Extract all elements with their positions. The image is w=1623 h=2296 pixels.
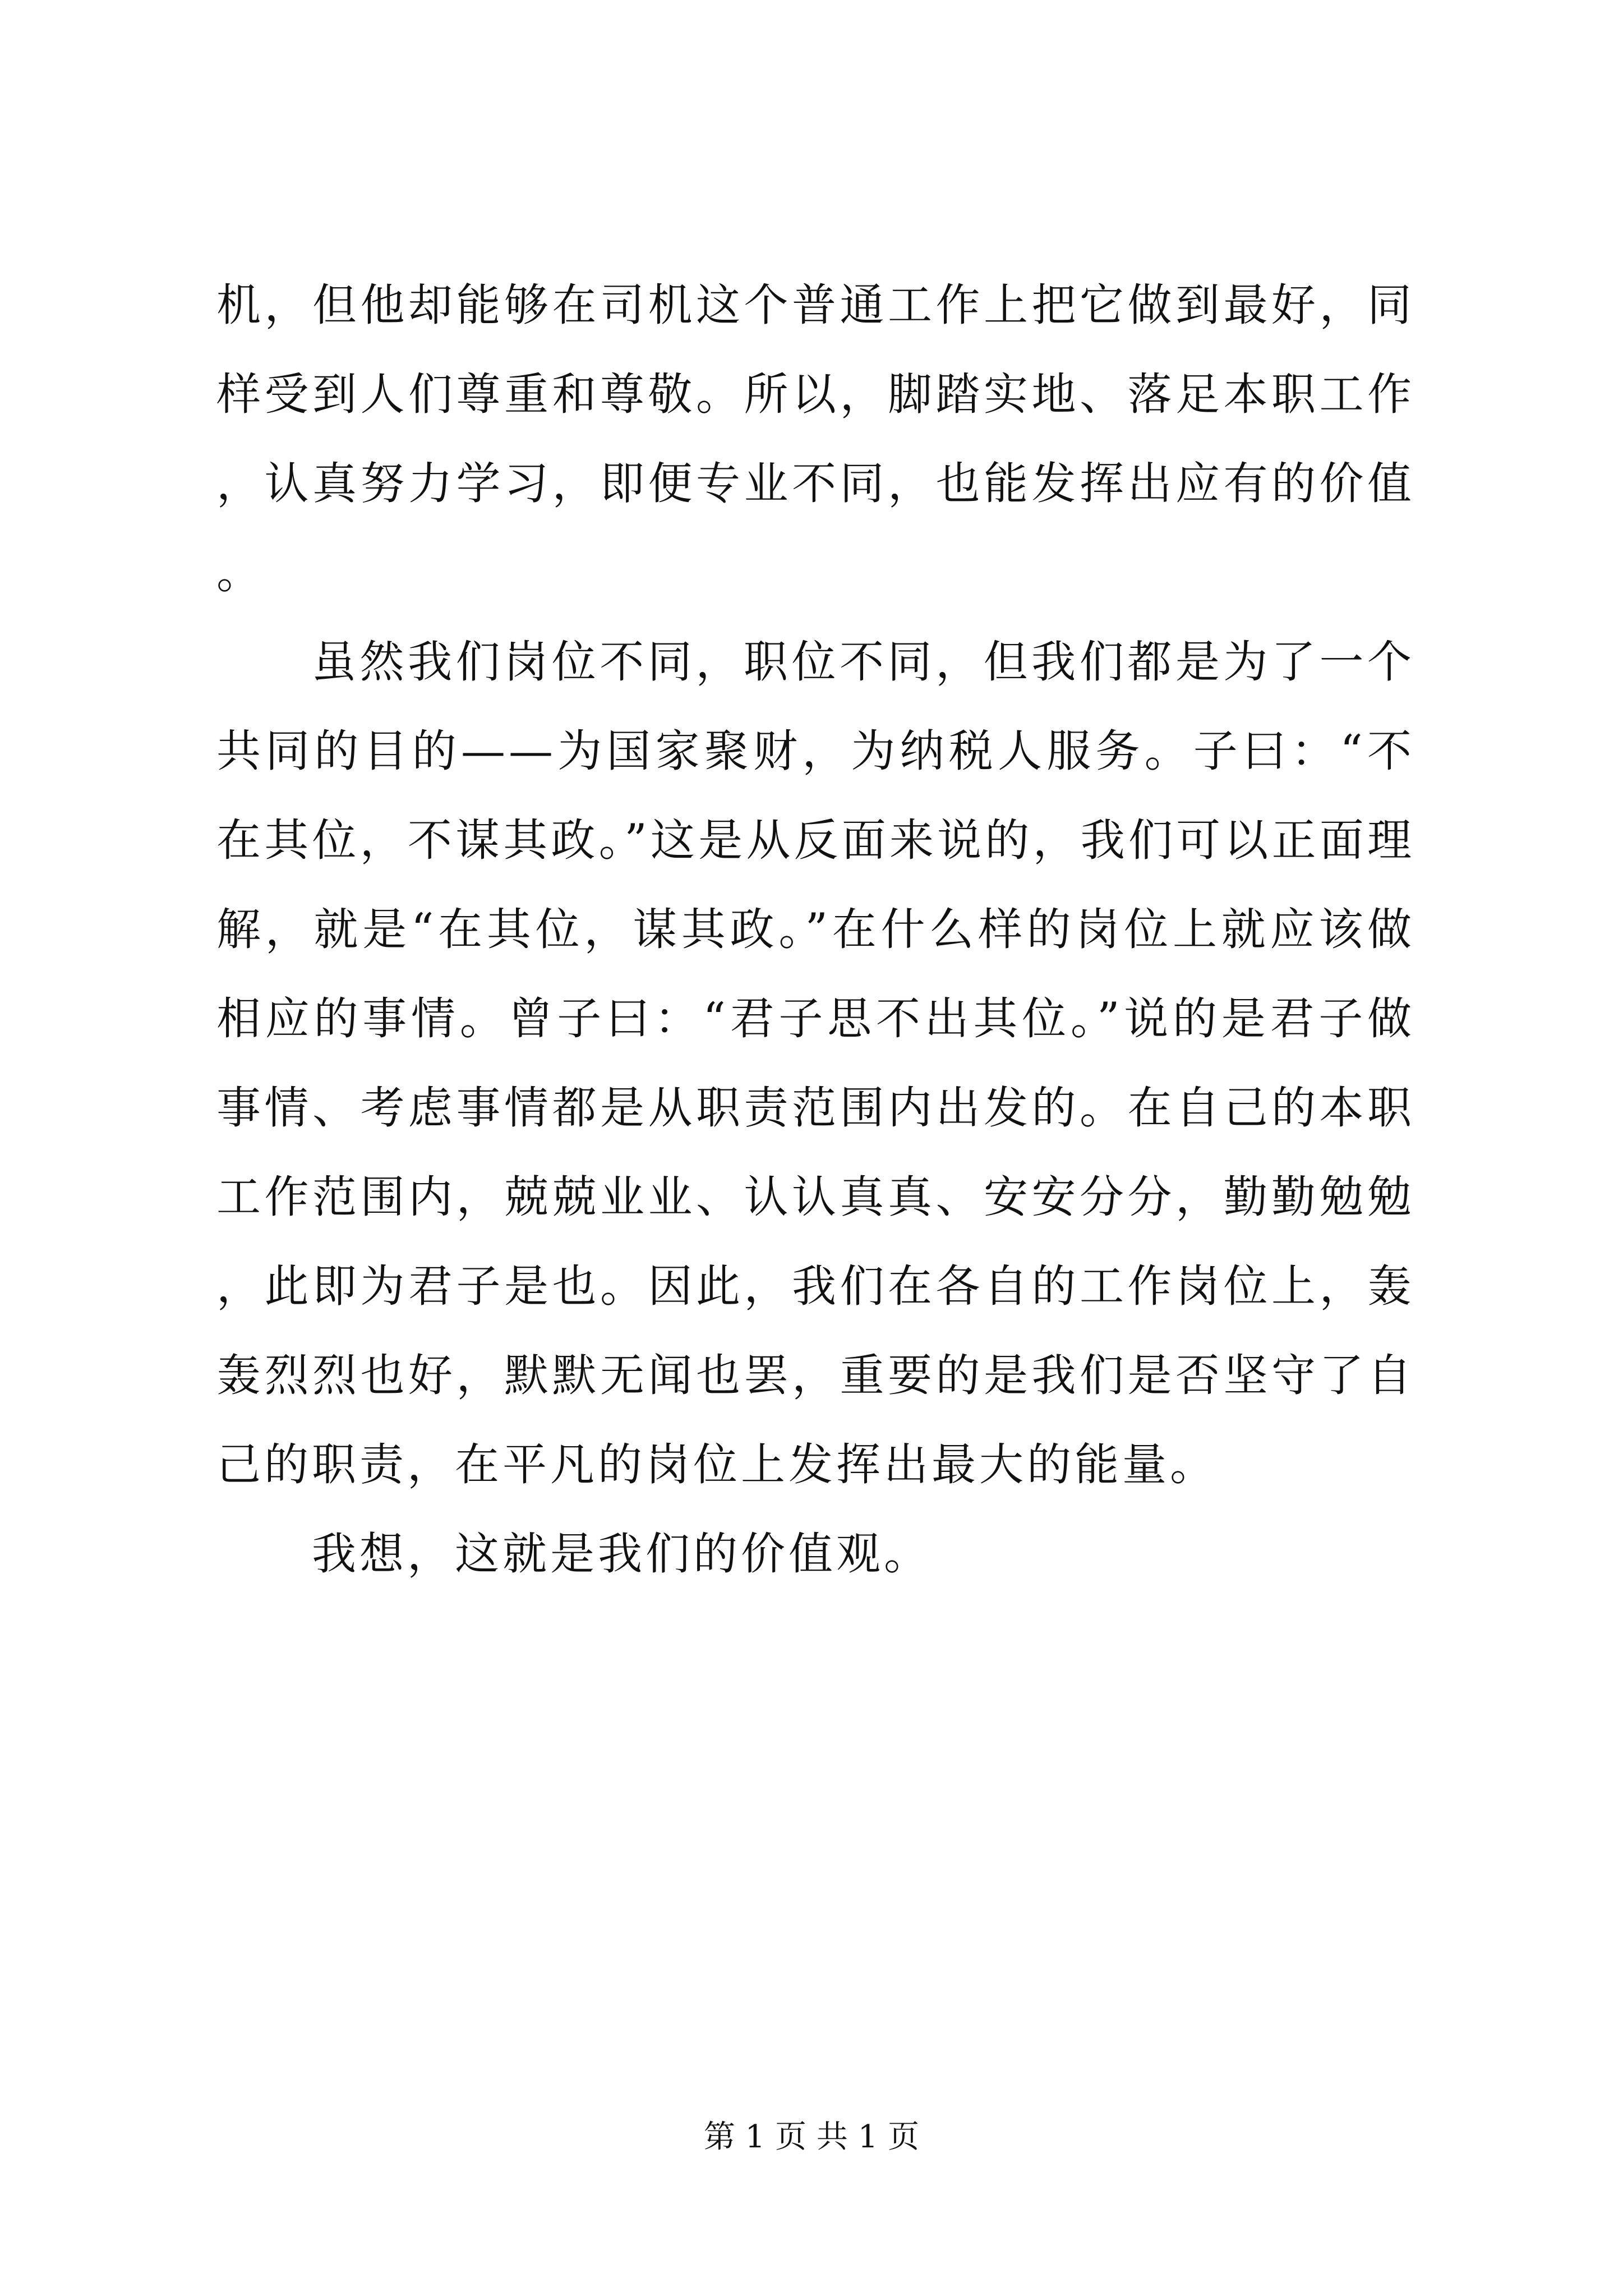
page-footer	[0, 2115, 1623, 2160]
document-body	[216, 261, 1415, 1599]
paragraph-conclusion: 我想，这就是我们的价值观。	[312, 1528, 932, 1580]
paragraph-position-duty: 虽然我们岗位不同，职位不同，但我们都是为了一个共同的目的——为国家聚财，为纳税人服务。子曰：“不在其位，不谋其政。”这是从反面来说的，我们可以正面理解，就是“在其位，谋其政。”在什么样的岗位上就应该做相应的事情。曾子曰：“君子思不出其位。”说的是君子做事情、考虑事情都是从职责范围内出发的。在自己的本职工作范围内，兢兢业业、认认真真、安安分分，勤勤勉勉，此即为君子是也。因此，我们在各自的工作岗位上，轰轰烈烈也好，默默无闻也罢，重要的是我们是否坚守了自己的职责，在平凡的岗位上发挥出最大的能量。	[216, 636, 1415, 1490]
page-number-label: 第 1 页 共 1 页	[703, 2119, 920, 2155]
paragraph-continuation: 机，但他却能够在司机这个普通工作上把它做到最好，同样受到人们尊重和尊敬。所以，脚踏实地、落足本职工作，认真努力学习，即便专业不同，也能发挥出应有的价值。	[216, 279, 1415, 599]
